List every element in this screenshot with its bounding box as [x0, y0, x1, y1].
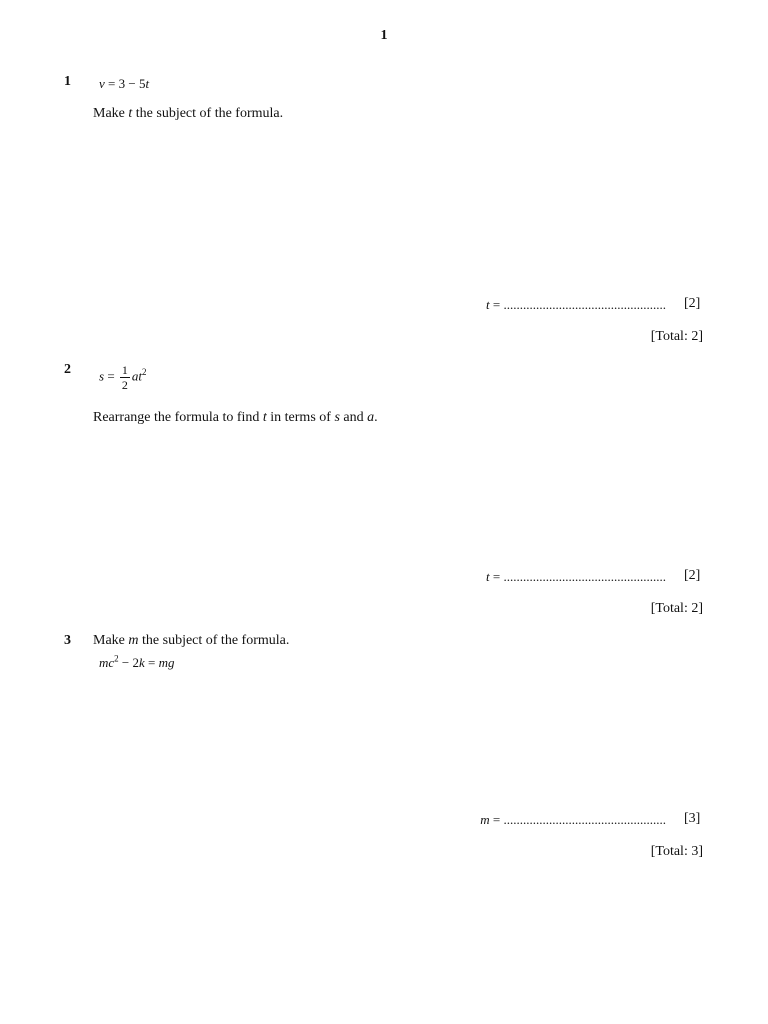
formula-mc: mc — [99, 655, 115, 670]
question-3-marks: [3] — [684, 811, 701, 826]
answer-equals: = — [489, 812, 504, 827]
page-number: 1 — [380, 28, 388, 43]
question-2-answer-line[interactable] — [400, 569, 666, 585]
question-2-number: 2 — [64, 362, 71, 377]
question-1-formula — [99, 76, 149, 92]
answer-variable: t — [486, 569, 490, 584]
prompt-variable: s — [334, 410, 340, 425]
question-2-marks: [2] — [684, 568, 701, 583]
answer-variable: t — [486, 297, 490, 312]
fraction-numerator: 1 — [121, 363, 128, 377]
prompt-text: Make — [93, 633, 129, 648]
formula-equals: = — [104, 368, 118, 384]
question-3-prompt — [93, 633, 289, 649]
question-2-total: [Total: 2] — [650, 601, 703, 616]
prompt-text: the subject of the formula. — [132, 106, 284, 121]
question-2-formula — [99, 363, 147, 392]
answer-dots: .................................................. — [503, 812, 666, 827]
prompt-text: and — [339, 410, 368, 425]
prompt-text: . — [374, 410, 378, 425]
question-1-prompt — [93, 106, 283, 122]
prompt-variable: t — [262, 410, 267, 425]
prompt-variable: a — [367, 410, 375, 425]
answer-variable: m — [480, 812, 490, 827]
prompt-variable: m — [128, 633, 139, 648]
question-2-prompt — [93, 410, 378, 426]
formula-v: v — [99, 76, 105, 91]
formula-exponent: 2 — [142, 367, 147, 378]
answer-dots: .................................................. — [503, 297, 666, 312]
prompt-text: Rearrange the formula to find — [93, 410, 263, 425]
formula-a: a — [131, 368, 139, 384]
question-1-total: [Total: 2] — [650, 329, 703, 344]
formula-equals: = — [144, 655, 159, 670]
question-3-total: [Total: 3] — [650, 844, 703, 859]
prompt-text: the subject of the formula. — [138, 633, 290, 648]
question-1-marks: [2] — [684, 296, 701, 311]
formula-mg: mg — [158, 655, 175, 670]
prompt-variable: t — [128, 106, 133, 121]
question-1-answer-line[interactable] — [400, 297, 666, 313]
question-3-number: 3 — [64, 633, 71, 648]
question-3-formula — [99, 655, 175, 671]
formula-rhs: = 3 − 5 — [104, 76, 146, 91]
question-1-number: 1 — [64, 74, 71, 89]
formula-k: k — [139, 655, 145, 670]
formula-s: s — [99, 368, 105, 384]
formula-t: t — [145, 76, 150, 91]
answer-dots: .................................................. — [503, 569, 666, 584]
formula-fraction — [120, 363, 130, 392]
prompt-text: in terms of — [266, 410, 335, 425]
question-3-answer-line[interactable] — [400, 812, 666, 828]
fraction-denominator: 2 — [121, 378, 128, 392]
formula-exponent: 2 — [114, 653, 119, 664]
answer-equals: = — [489, 297, 504, 312]
formula-minus-two: − 2 — [118, 655, 140, 670]
answer-equals: = — [489, 569, 504, 584]
prompt-text: Make — [93, 106, 129, 121]
formula-t: t — [138, 368, 143, 384]
